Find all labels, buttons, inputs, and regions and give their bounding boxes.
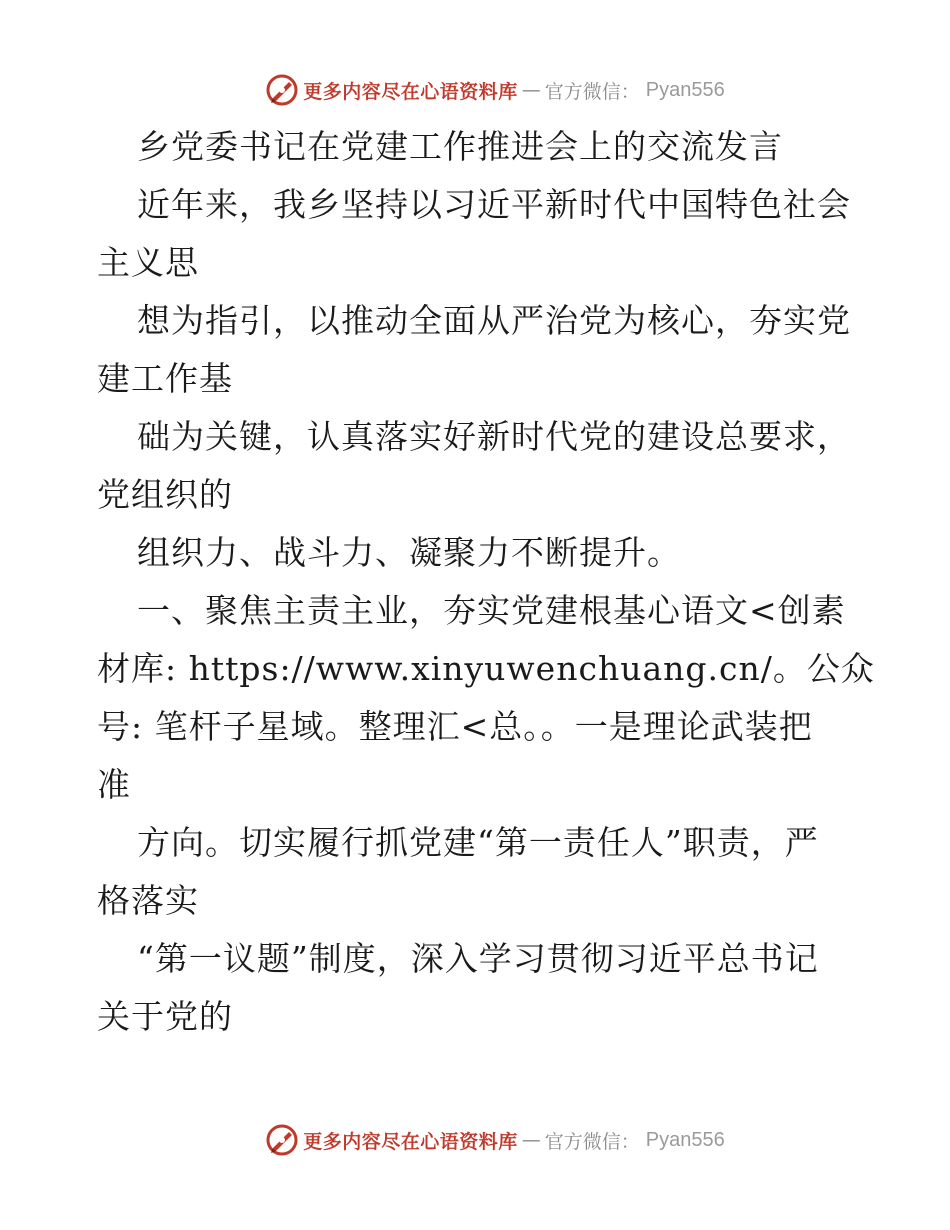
pen-logo-icon [265,73,299,107]
text-line: 关于党的 [97,997,233,1036]
footer-banner-content [265,1123,725,1157]
footer-banner-separator: — [521,1129,541,1151]
document-title: 乡党委书记在党建工作推进会上的交流发言 [137,127,783,166]
text-line: 格落实 [97,881,199,920]
header-banner-separator: — [521,79,541,101]
text-line: 础为关键，认真落实好新时代党的建设总要求， [137,417,851,456]
pen-logo-icon [265,1123,299,1157]
footer-banner [0,1120,950,1160]
text-line: 想为指引，以推动全面从严治党为核心，夯实党 [137,301,851,340]
document-body [97,118,875,1046]
text-line: 号: 笔杆子星域。整理汇<总。。一是理论武装把 [97,707,813,746]
text-line: 组织力、战斗力、凝聚力不断提升。 [137,533,681,572]
header-banner-content [265,73,725,107]
header-wechat-id: Pyan556 [645,78,725,101]
footer-wechat-id: Pyan556 [645,1128,725,1151]
text-line: 建工作基 [97,359,233,398]
text-line: 准 [97,765,131,804]
text-line: 主义思 [97,243,199,282]
text-line: “第一议题”制度，深入学习贯彻习近平总书记 [137,939,819,978]
footer-banner-text: 更多内容尽在心语资料库 [303,1130,518,1153]
header-banner-text: 更多内容尽在心语资料库 [303,80,518,103]
text-line: 方向。切实履行抓党建“第一责任人”职责，严 [137,823,819,862]
footer-wechat-label: 官方微信： [544,1130,640,1153]
header-banner [0,70,950,110]
text-line: 党组织的 [97,475,233,514]
text-line: 材库: https://www.xinyuwenchuang.cn/。公众 [97,649,875,688]
header-wechat-label: 官方微信： [544,80,640,103]
section-heading: 一、聚焦主责主业，夯实党建根基心语文<创素 [137,591,846,630]
text-line: 近年来，我乡坚持以习近平新时代中国特色社会 [137,185,851,224]
